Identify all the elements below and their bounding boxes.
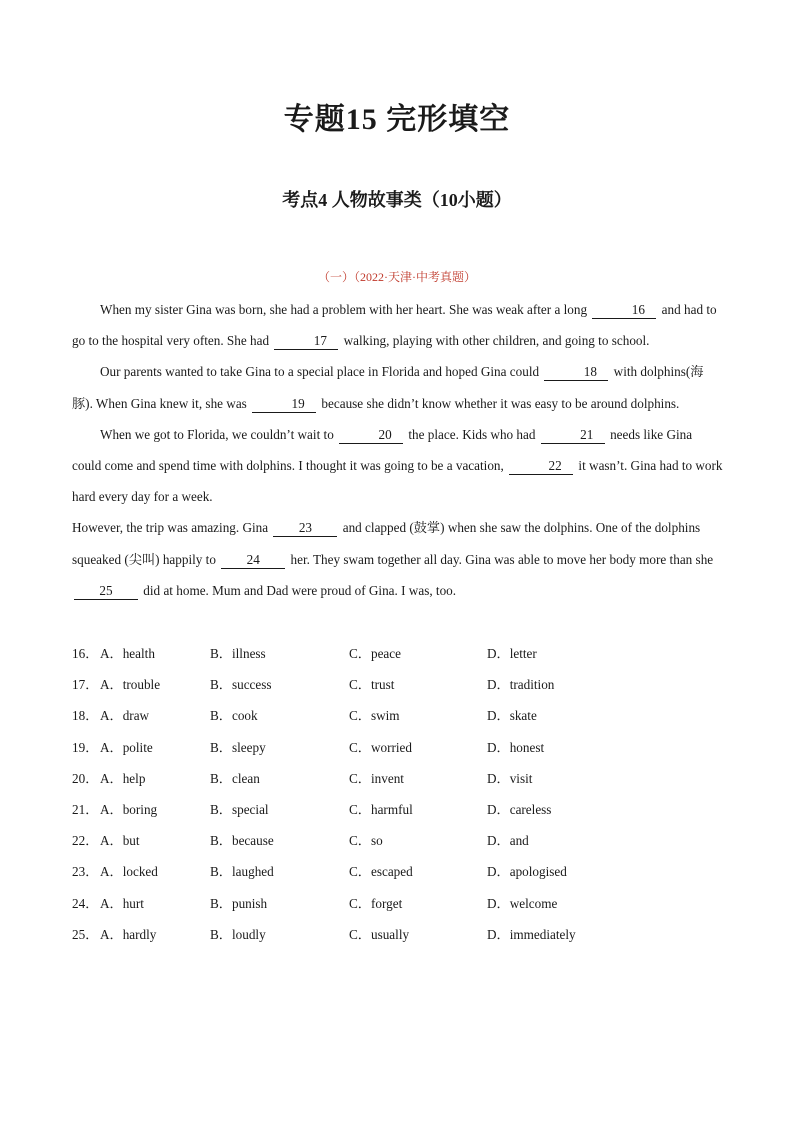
option-c: C．trust (349, 677, 395, 693)
question-number: 19． (72, 739, 99, 755)
option-b: B．success (210, 677, 272, 693)
page-title: 专题15 完形填空 (283, 103, 511, 136)
option-row-23 (72, 856, 724, 887)
question-number: 20． (72, 770, 99, 786)
paragraph-3 (72, 419, 724, 513)
option-d: D．apologised (487, 864, 567, 880)
option-row-24 (72, 888, 724, 919)
option-c: C．swim (349, 708, 400, 724)
option-d: D．immediately (487, 926, 576, 942)
option-a: A．but (100, 833, 140, 849)
blank-20: 20 (339, 427, 403, 444)
blank-16: 16 (592, 302, 656, 319)
paragraph-1 (72, 294, 724, 356)
option-row-20 (72, 763, 724, 794)
passage-text: needs like Gina could come and spend time with dolphins. I thought it was going to be a vacation, (72, 426, 693, 474)
question-source: （一）（2022·天津·中考真题） (318, 270, 476, 284)
option-b: B．cook (210, 708, 258, 724)
passage-text: it wasn’t. Gina had to work hard every day for a week. (72, 458, 723, 505)
blank-25: 25 (74, 583, 138, 600)
paragraph-2 (72, 356, 724, 418)
option-a: A．help (100, 770, 146, 786)
section-subtitle: 考点4 人物故事类（10小题） (282, 190, 512, 210)
passage-text: did at home. Mum and Dad were proud of Gina. I was, too. (143, 582, 457, 598)
passage-text: the place. Kids who had (408, 426, 536, 442)
question-number: 25． (72, 926, 99, 942)
cloze-passage (72, 294, 724, 606)
option-b: B．illness (210, 646, 266, 661)
option-a: A．draw (100, 708, 150, 724)
answer-options (72, 638, 724, 950)
passage-text: However, the trip was amazing. Gina (72, 520, 269, 536)
option-b: B．laughed (210, 864, 274, 880)
passage-text: her. They swam together all day. Gina was able to move her body more than she (290, 551, 714, 567)
option-row-25 (72, 919, 724, 950)
option-d: D．tradition (487, 677, 555, 693)
question-number: 24． (72, 895, 99, 911)
option-b: B．clean (210, 770, 260, 786)
option-row-17 (72, 669, 724, 700)
passage-text: walking, playing with other children, and going to school. (343, 333, 650, 349)
option-c: C．peace (349, 646, 401, 661)
passage-text: because she didn’t know whether it was easy to be around dolphins. (321, 395, 680, 411)
option-b: B．sleepy (210, 739, 266, 755)
blank-17: 17 (274, 333, 338, 350)
option-row-16 (72, 638, 724, 669)
option-d: D．visit (487, 770, 533, 786)
passage-text: with dolphins(海豚). When Gina knew it, she was (72, 364, 704, 411)
option-d: D．letter (487, 646, 537, 661)
blank-22: 22 (509, 458, 573, 475)
option-a: A．locked (100, 864, 158, 880)
option-d: D．careless (487, 801, 552, 817)
option-a: A．boring (100, 801, 158, 817)
question-number: 22． (72, 833, 99, 849)
option-c: C．worried (349, 739, 412, 755)
blank-23: 23 (273, 520, 337, 537)
question-number: 17． (72, 677, 99, 693)
passage-text: When my sister Gina was born, she had a problem with her heart. She was weak after a long (100, 302, 588, 317)
option-d: D．honest (487, 739, 545, 755)
option-d: D．welcome (487, 895, 558, 911)
blank-21: 21 (541, 427, 605, 444)
question-number: 16． (72, 646, 99, 661)
option-c: C．usually (349, 926, 410, 942)
blank-19: 19 (252, 396, 316, 413)
question-number: 23． (72, 864, 99, 880)
option-b: B．special (210, 801, 269, 817)
option-b: B．loudly (210, 926, 266, 942)
option-d: D．skate (487, 708, 537, 724)
option-a: A．polite (100, 739, 153, 755)
option-c: C．harmful (349, 801, 413, 817)
option-c: C．forget (349, 895, 403, 911)
option-a: A．health (100, 646, 155, 661)
passage-text: Our parents wanted to take Gina to a special place in Florida and hoped Gina could (100, 364, 540, 380)
option-a: A．trouble (100, 677, 161, 693)
option-row-19 (72, 732, 724, 763)
option-row-21 (72, 794, 724, 825)
passage-text: and had to go to the hospital very often. She had (72, 302, 717, 349)
blank-24: 24 (221, 552, 285, 569)
option-d: D．and (487, 833, 529, 849)
passage-text: When we got to Florida, we couldn’t wait to (100, 426, 334, 442)
option-a: A．hardly (100, 926, 157, 942)
passage-text: and clapped (鼓掌) when she saw the dolphins. One of the dolphins squeaked (尖叫) happily to (72, 520, 701, 567)
paragraph-4 (72, 512, 724, 606)
option-c: C．so (349, 833, 383, 849)
option-a: A．hurt (100, 895, 144, 911)
option-c: C．invent (349, 770, 404, 786)
question-number: 18． (72, 708, 99, 724)
option-b: B．because (210, 833, 274, 849)
option-c: C．escaped (349, 864, 413, 880)
question-number: 21． (72, 801, 99, 817)
option-row-22 (72, 825, 724, 856)
blank-18: 18 (544, 364, 608, 381)
option-b: B．punish (210, 895, 268, 911)
option-row-18 (72, 700, 724, 731)
